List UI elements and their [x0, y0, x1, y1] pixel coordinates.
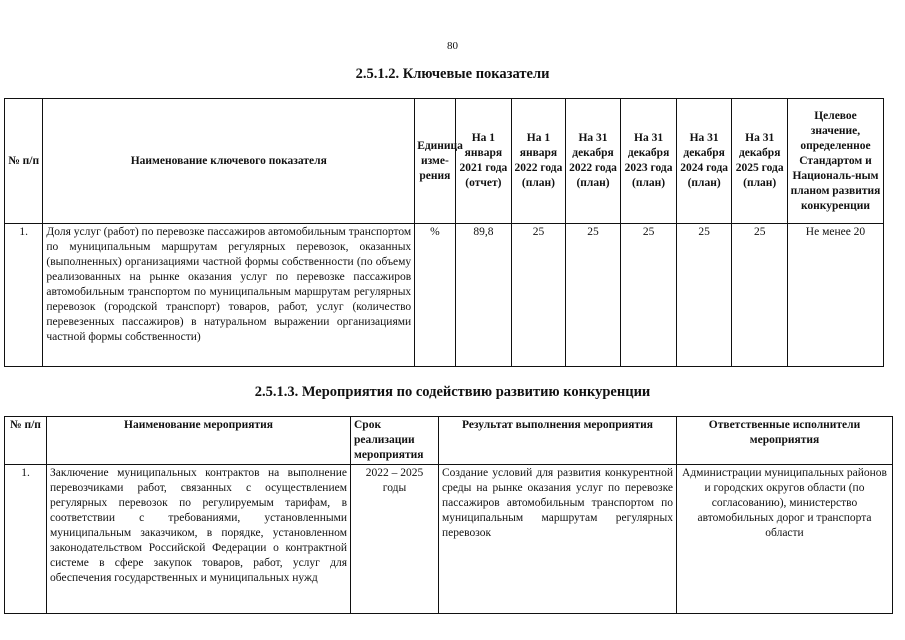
header-cell-num: № п/п [5, 417, 47, 465]
measures-table [4, 416, 893, 614]
table-row [5, 465, 893, 614]
cell-term: 2022 – 2025 годы [351, 465, 439, 614]
header-cell-2021: На 1 января 2021 года (отчет) [455, 99, 512, 224]
header-cell-unit: Единица изме-рения [415, 99, 455, 224]
cell-result: Создание условий для развития конкурентной среды на рынке оказания услуг по перевозке пассажиров автомобильным транспортом по муниципальным маршрутам регулярных перевозок [439, 465, 677, 614]
page-number: 80 [447, 40, 458, 52]
cell-2023: 25 [621, 224, 677, 367]
header-cell-2023: На 31 декабря 2023 года (план) [621, 99, 677, 224]
table-row [5, 224, 884, 367]
section-title-key-indicators: 2.5.1.2. Ключевые показатели [355, 66, 550, 82]
header-cell-2025: На 31 декабря 2025 года (план) [732, 99, 788, 224]
table-header-row [5, 417, 893, 465]
header-cell-2024: На 31 декабря 2024 года (план) [676, 99, 732, 224]
cell-indicator-name: Доля услуг (работ) по перевозке пассажиров автомобильным транспортом по муниципальным маршрутам регулярных перевозок, оказанных (выполненных) организациями частной формы собственности (по объему реализованных на рынке оказания услуг по перевозке пассажиров автомобильным транспортом по муниципальным маршрутам регулярных перевозок (городской транспорт) товаров, работ, услуг (количество перевезенных пассажиров) в натуральном выражении организациями частной формы собственности) [43, 224, 415, 367]
key-indicators-table [4, 98, 884, 367]
cell-2024: 25 [676, 224, 732, 367]
cell-unit: % [415, 224, 455, 367]
header-cell-2022-jan: На 1 января 2022 года (план) [512, 99, 566, 224]
header-cell-2022-dec: На 31 декабря 2022 года (план) [565, 99, 621, 224]
section-title-measures: 2.5.1.3. Мероприятия по содействию развитию конкуренции [254, 384, 651, 400]
cell-target: Не менее 20 [787, 224, 883, 367]
header-cell-indicator-name: Наименование ключевого показателя [43, 99, 415, 224]
header-cell-target: Целевое значение, определенное Стандартом и Националь-ным планом развития конкуренции [787, 99, 883, 224]
cell-measure-name: Заключение муниципальных контрактов на выполнение перевозчиками работ, связанных с осуществлением регулярных перевозок по регулируемым тарифам, в соответствии с требованиями, установленными муниципальным заказчиком, в порядке, установленном законодательством Российской Федерации о контрактной системе в сфере закупок товаров, работ, услуг для обеспечения государственных и муниципальных нужд [47, 465, 351, 614]
header-cell-measure-name: Наименование мероприятия [47, 417, 351, 465]
cell-2021: 89,8 [455, 224, 512, 367]
cell-2022-jan: 25 [512, 224, 566, 367]
cell-2022-dec: 25 [565, 224, 621, 367]
header-cell-term: Срок реализации мероприятия [351, 417, 439, 465]
cell-2025: 25 [732, 224, 788, 367]
header-cell-num: № п/п [5, 99, 43, 224]
cell-responsible: Администрации муниципальных районов и городских округов области (по согласованию), министерство автомобильных дорог и транспорта области [677, 465, 893, 614]
cell-num: 1. [5, 465, 47, 614]
header-cell-responsible: Ответственные исполнители мероприятия [677, 417, 893, 465]
header-cell-result: Результат выполнения мероприятия [439, 417, 677, 465]
table-header-row [5, 99, 884, 224]
cell-num: 1. [5, 224, 43, 367]
